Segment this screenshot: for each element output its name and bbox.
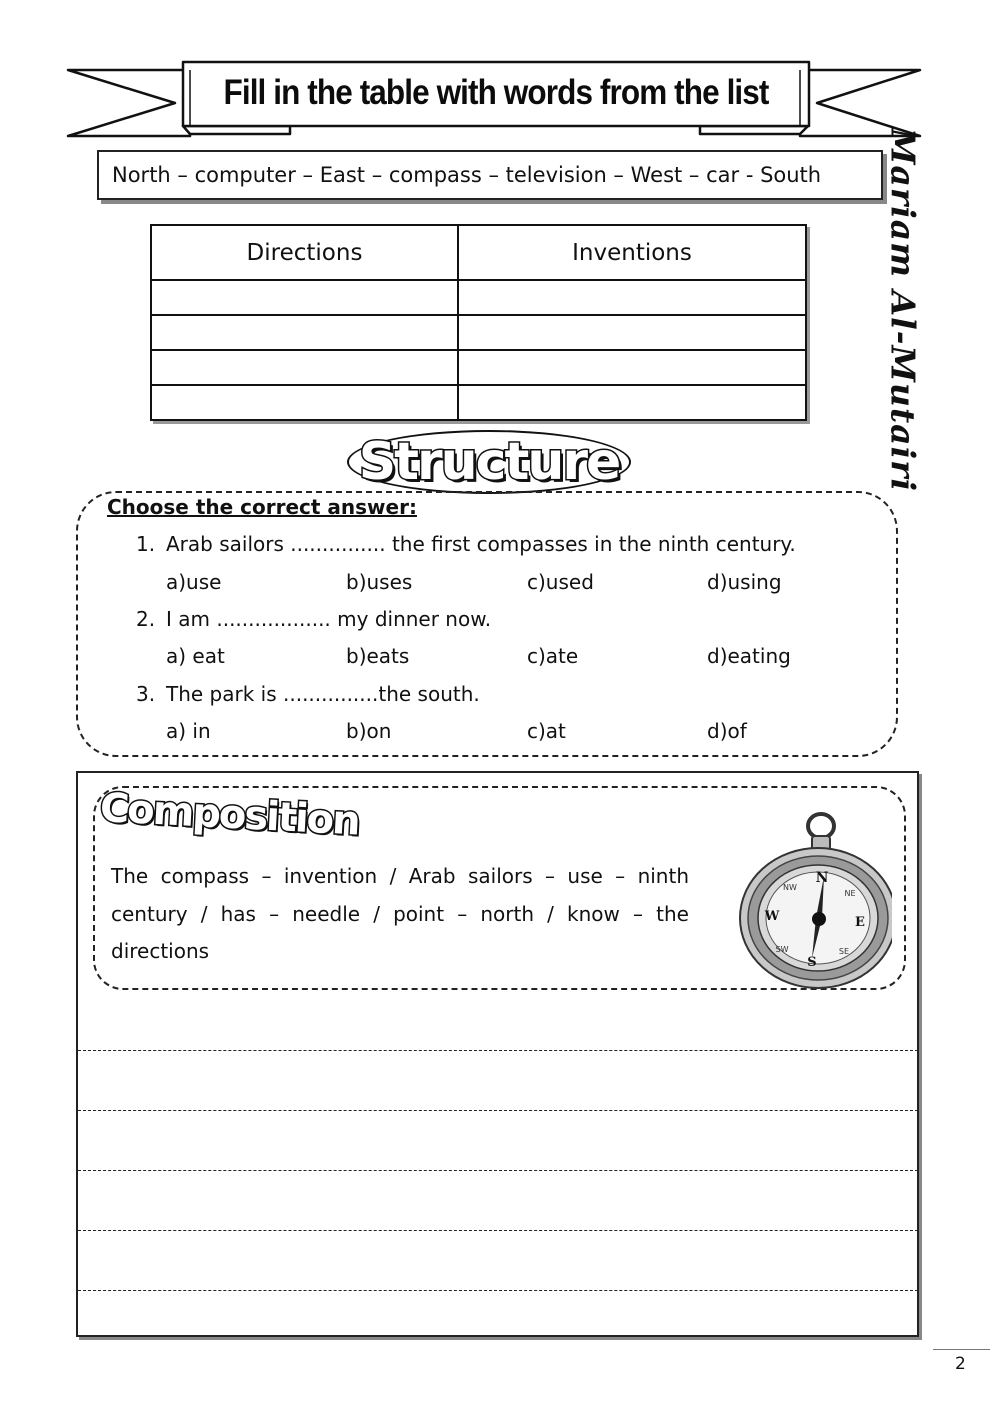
compass-label-se: SE <box>838 947 850 956</box>
question-text: I am .................. my dinner now. <box>166 607 492 631</box>
option-b[interactable]: b)eats <box>346 644 410 668</box>
writing-line[interactable] <box>78 1230 918 1231</box>
question-text: The park is ...............the south. <box>166 682 480 706</box>
option-c[interactable]: c)ate <box>527 644 579 668</box>
author-name: Mariam Al-Mutairi <box>883 127 923 493</box>
question-number: 1. <box>136 532 156 556</box>
table-row <box>151 385 806 420</box>
directions-inventions-table <box>150 224 807 421</box>
composition-title: Composition <box>98 785 360 845</box>
compass-icon <box>736 806 892 990</box>
option-b[interactable]: b)on <box>346 719 392 743</box>
directions-cell[interactable] <box>151 385 458 420</box>
directions-cell[interactable] <box>151 350 458 385</box>
option-a[interactable]: a) in <box>166 719 211 743</box>
question-text: Arab sailors ............... the first compasses in the ninth century. <box>166 532 796 556</box>
inventions-cell[interactable] <box>458 280 806 315</box>
writing-line[interactable] <box>78 1170 918 1171</box>
compass-label-e: E <box>855 915 865 930</box>
option-d[interactable]: d)using <box>707 570 782 594</box>
table-row <box>151 350 806 385</box>
writing-line[interactable] <box>78 1050 918 1051</box>
structure-title: Structure <box>358 432 620 492</box>
inventions-cell[interactable] <box>458 385 806 420</box>
compass-label-s: S <box>807 955 817 970</box>
word-list: North – computer – East – compass – television – West – car - South <box>112 163 822 187</box>
option-d[interactable]: d)eating <box>707 644 791 668</box>
option-c[interactable]: c)at <box>527 719 566 743</box>
option-a[interactable]: a)use <box>166 570 222 594</box>
writing-line[interactable] <box>78 1110 918 1111</box>
compass-label-ne: NE <box>844 889 856 898</box>
writing-line[interactable] <box>78 1290 918 1291</box>
mcq-instruction: Choose the correct answer: <box>107 495 417 519</box>
table-row <box>151 315 806 350</box>
compass-label-w: W <box>764 909 780 924</box>
option-a[interactable]: a) eat <box>166 644 225 668</box>
composition-prompt: The compass – invention / Arab sailors – use – ninth century / has – needle / point – north / know – the directions <box>111 864 689 963</box>
compass-label-nw: NW <box>783 883 797 892</box>
question-number: 2. <box>136 607 156 631</box>
option-c[interactable]: c)used <box>527 570 594 594</box>
page-number: 2 <box>955 1354 966 1374</box>
compass-label-sw: SW <box>775 945 789 954</box>
word-list-box <box>97 150 883 200</box>
option-d[interactable]: d)of <box>707 719 747 743</box>
header-directions: Directions <box>151 225 458 280</box>
option-b[interactable]: b)uses <box>346 570 413 594</box>
directions-cell[interactable] <box>151 315 458 350</box>
compass-label-n: N <box>815 870 829 886</box>
question-number: 3. <box>136 682 156 706</box>
directions-cell[interactable] <box>151 280 458 315</box>
table-row <box>151 280 806 315</box>
banner-title: Fill in the table with words from the list <box>223 73 769 112</box>
inventions-cell[interactable] <box>458 350 806 385</box>
inventions-cell[interactable] <box>458 315 806 350</box>
page-number-rule <box>933 1349 990 1350</box>
header-inventions: Inventions <box>458 225 806 280</box>
